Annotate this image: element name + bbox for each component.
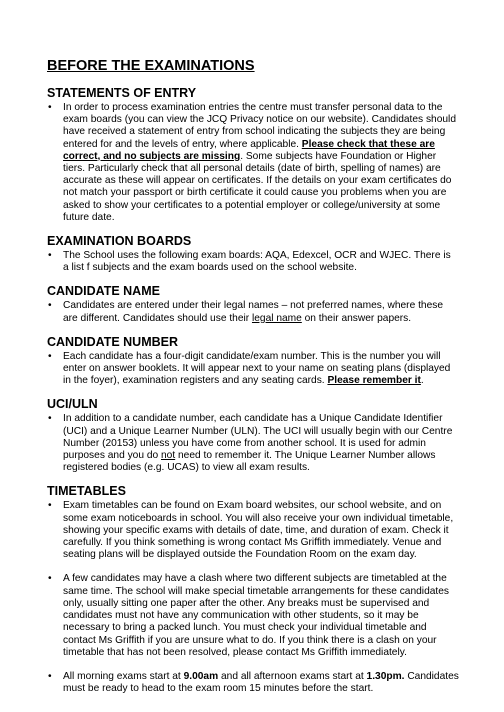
section-heading: UCI/ULN xyxy=(47,397,98,412)
section-uci-uln xyxy=(47,397,459,474)
bullet-icon: • xyxy=(48,573,52,585)
bullet-icon: • xyxy=(48,102,52,113)
paragraph-text: The School uses the following exam boards: AQA, Edexcel, OCR and WJEC. There is a list f subjects and the exam boards used on the school website. xyxy=(63,250,451,274)
bullet-item xyxy=(47,351,459,388)
section-heading: CANDIDATE NUMBER xyxy=(47,334,179,349)
paragraph-text: Each candidate has a four-digit candidate/exam number. This is the number you will enter on answer booklets. It will appear next to your name on seating plans (displayed in the foyer), examination registers and any seating cards. xyxy=(63,350,451,387)
paragraph-text: Candidates must be ready to head to the exam room 15 minutes before the start. xyxy=(63,670,459,695)
section-heading: EXAMINATION BOARDS xyxy=(47,234,192,249)
paragraph-text: need to remember it. The Unique Learner Number allows registered bodies (e.g. UCAS) to view all exam results. xyxy=(63,450,436,474)
section-heading: TIMETABLES xyxy=(47,484,126,499)
bullet-icon: • xyxy=(48,300,52,312)
page-title: BEFORE THE EXAMINATIONS xyxy=(47,58,255,74)
paragraph-text: In addition to a candidate number, each candidate has a Unique Candidate Identifier (UCI) and a Unique Learner Number (ULN). The UCI will usually begin with our Centre Number (20153) unless you have come from another school. It is used for admin purposes and you do xyxy=(63,413,453,462)
section-examination-boards xyxy=(47,234,459,274)
section-candidate-name xyxy=(47,284,459,324)
underlined-text: not xyxy=(161,450,176,462)
paragraph-text: . xyxy=(420,375,424,387)
paragraph-text: A few candidates may have a clash where two different subjects are timetabled at the same time. The school will make special timetable arrangements for these candidates only, usually sitting one paper after the other. Any breaks must be supervised and candidates must not have any communication with other students, so it may be necessary to bring a packed lunch. You must check your individual timetable and contact Ms Griffith if you are unsure what to do. If you think there is a clash on your timetable that has not been resolved, please contact Ms Griffith immediately. xyxy=(63,573,449,658)
bullet-icon: • xyxy=(48,350,52,362)
bullet-item xyxy=(47,413,459,474)
emphasis-text: Please check that these are correct, and no subjects are missing xyxy=(63,138,435,162)
bullet-item xyxy=(47,300,459,324)
paragraph-text: . Some subjects have Foundation or Higher tiers. Particularly check that all personal details (date of birth, spelling of names) are accurate as these will appear on certificates. If the details on your exam certificates do not match your passport or birth certificate it could cause you problems when you are asked to show your certificates to a potential employer or college/university at some future date. xyxy=(63,150,452,223)
underlined-text: legal name xyxy=(251,312,302,324)
section-timetables xyxy=(47,484,459,695)
paragraph-text: Candidates are entered under their legal names – not preferred names, where these are different. Candidates should use their xyxy=(63,300,443,324)
afternoon-start-time: 1.30pm. xyxy=(366,670,405,682)
section-statements-of-entry xyxy=(47,86,459,224)
paragraph-text: on their answer papers. xyxy=(301,312,412,324)
paragraph-text: and all afternoon exams start at xyxy=(218,670,367,682)
bullet-item xyxy=(47,250,459,274)
paragraph-text: Exam timetables can be found on Exam board websites, our school website, and on some exam noticeboards in school. You will also receive your own individual timetable, showing your specific exams with details of date, time, and duration of exam. Check it carefully. If you think something is wrong contact Ms Griffith immediately. Venue and seating plans will be displayed outside the Foundation Room on the exam day. xyxy=(63,500,454,561)
bullet-item xyxy=(47,102,459,224)
bullet-icon: • xyxy=(48,500,52,512)
emphasis-text: Please remember it xyxy=(327,375,421,387)
document-page xyxy=(47,57,459,705)
paragraph-text: In order to process examination entries the centre must transfer personal data to the exam boards (you can view the JCQ Privacy notice on our website). Candidates should have received a statement of entry from school indicating the subjects they are being entered for and the levels of entry, where applicable. xyxy=(63,102,456,150)
section-candidate-number xyxy=(47,335,459,388)
paragraph-text: All morning exams start at xyxy=(63,670,184,682)
bullet-item xyxy=(47,500,459,561)
bullet-icon: • xyxy=(48,250,52,262)
section-heading: STATEMENTS OF ENTRY xyxy=(47,86,197,100)
bullet-icon: • xyxy=(48,670,52,682)
morning-start-time: 9.00am xyxy=(183,670,219,682)
bullet-item xyxy=(47,573,459,658)
bullet-item xyxy=(47,671,459,695)
section-heading: CANDIDATE NAME xyxy=(47,284,160,299)
bullet-icon: • xyxy=(48,413,52,425)
